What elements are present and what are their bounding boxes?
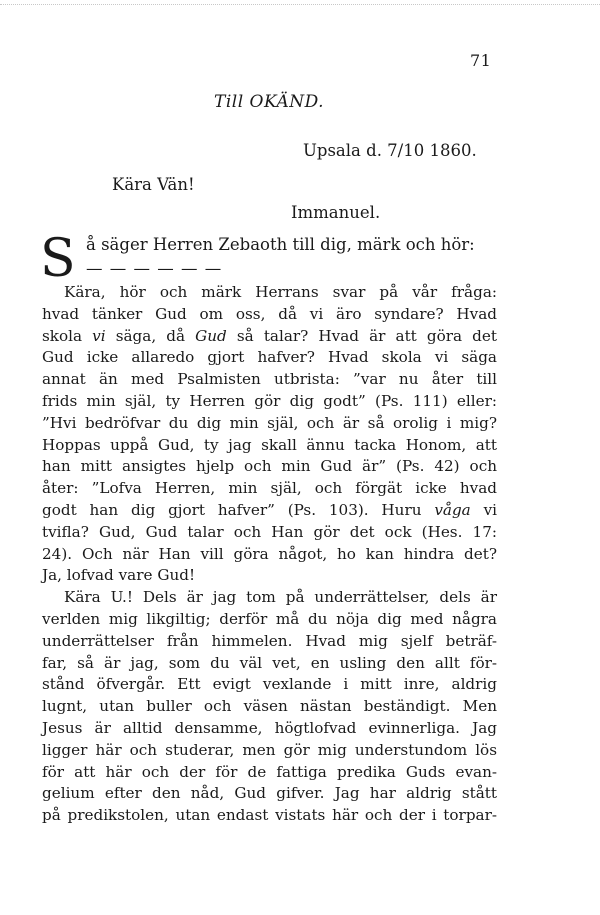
dateline: Upsala d. 7/10 1860.: [303, 141, 477, 160]
opening-line: å säger Herren Zebaoth till dig, märk och hör:: [86, 235, 475, 254]
text-line: frids min själ, ty Herren gör dig godt” (Ps. 111) eller:: [42, 391, 497, 410]
text-line: Kära, hör och märk Herrans svar på vår fråga:: [64, 283, 497, 301]
text-line: på predikstolen, utan endast vistats här och der i torpar-: [42, 806, 497, 825]
text-line: Kära U.! Dels är jag tom på underrättelser, dels är: [64, 588, 497, 607]
scan-edge: [0, 4, 600, 7]
text-line: åter: ”Lofva Herren, min själ, och förgät icke hvad: [42, 479, 497, 498]
text-line: Hoppas uppå Gud, ty jag skall ännu tacka Honom, att: [42, 435, 497, 454]
text-line: han mitt ansigtes hjelp och min Gud är” (Ps. 42) och: [42, 457, 497, 476]
italic-word: våga: [434, 500, 471, 519]
text-line: underrättelser från himmelen. Hvad mig sjelf beträf-: [42, 631, 497, 650]
motto: Immanuel.: [291, 203, 381, 222]
page-number: 71: [470, 51, 492, 70]
drop-cap: S: [40, 229, 76, 289]
text-line: hvad tänker Gud om oss, då vi äro syndare? Hvad: [42, 304, 497, 323]
text-line: stånd öfvergår. Ett evigt vexlande i mitt inre, aldrig: [42, 675, 497, 694]
text-line: far, så är jag, som du väl vet, en usling den allt för-: [42, 653, 497, 672]
text-line: annat än med Psalmisten utbrista: ”var nu åter till: [42, 370, 497, 389]
text-line: för att här och der för de fattiga predika Guds evan-: [42, 762, 497, 781]
text-line: Ja, lofvad vare Gud!: [42, 566, 196, 585]
dash-line: — — — — — —: [86, 259, 223, 278]
greeting: Kära Vän!: [112, 175, 195, 194]
text-line: ”Hvi bedröfvar du dig min själ, och är så orolig i mig?: [42, 413, 497, 432]
text-line: lugnt, utan buller och väsen nästan beständigt. Men: [42, 697, 497, 716]
text-line: ligger här och studerar, men gör mig understundom lös: [42, 740, 497, 759]
text-line: godt han dig gjort hafver” (Ps. 103). Huru våga vi: [42, 500, 498, 519]
body-text: [42, 282, 497, 827]
text-line: gelium efter den nåd, Gud gifver. Jag har aldrig stått: [42, 784, 497, 803]
letter-title: Till OKÄND.: [214, 92, 325, 112]
italic-word: Gud: [195, 326, 227, 345]
text-line: verlden mig likgiltig; derför må du nöja dig med några: [42, 609, 497, 628]
italic-word: vi: [92, 326, 106, 345]
text-line: Gud icke allaredo gjort hafver? Hvad skola vi säga: [42, 348, 497, 367]
text-line: tvifla? Gud, Gud talar och Han gör det ock (Hes. 17:: [42, 522, 497, 541]
text-line: skola vi säga, då Gud så talar? Hvad är att göra det: [42, 326, 497, 345]
text-line: Jesus är alltid densamme, högtlofvad evinnerliga. Jag: [42, 718, 497, 737]
text-line: 24). Och när Han vill göra något, ho kan hindra det?: [42, 544, 497, 563]
